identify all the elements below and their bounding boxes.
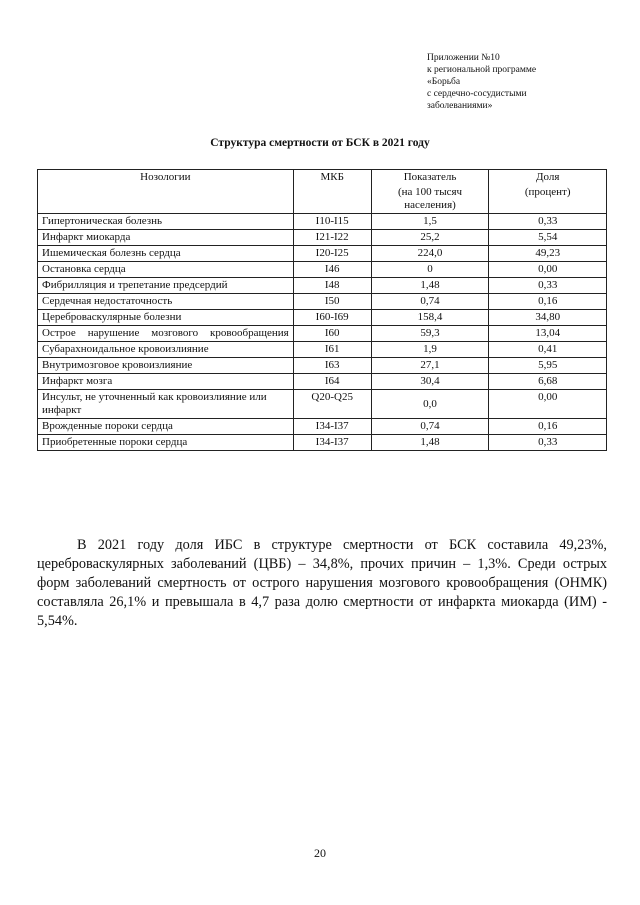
appendix-line: заболеваниями» [427, 101, 493, 111]
row-rate: 1,48 [371, 278, 489, 294]
row-name: Инфаркт миокарда [38, 230, 294, 246]
appendix-note [427, 52, 627, 112]
row-share: 0,33 [489, 278, 607, 294]
row-rate: 1,9 [371, 342, 489, 358]
row-name: Цереброваскулярные болезни [38, 310, 294, 326]
table-row [38, 435, 607, 451]
row-rate: 0,74 [371, 419, 489, 435]
row-name: Субарахноидальное кровоизлияние [38, 342, 294, 358]
row-icd: I63 [293, 358, 371, 374]
row-name: Остановка сердца [38, 262, 294, 278]
table-row [38, 214, 607, 230]
row-name: Ишемическая болезнь сердца [38, 246, 294, 262]
row-icd: I50 [293, 294, 371, 310]
row-rate: 1,5 [371, 214, 489, 230]
row-rate: 0 [371, 262, 489, 278]
appendix-line: «Борьба [427, 77, 461, 87]
row-share: 0,33 [489, 435, 607, 451]
row-share: 5,95 [489, 358, 607, 374]
row-share: 0,41 [489, 342, 607, 358]
row-name: Фибрилляция и трепетание предсердий [38, 278, 294, 294]
row-icd: I60-I69 [293, 310, 371, 326]
table-row [38, 278, 607, 294]
row-icd: I20-I25 [293, 246, 371, 262]
header-share: Доля (процент) [489, 170, 607, 214]
table-row [38, 374, 607, 390]
row-rate: 27,1 [371, 358, 489, 374]
row-icd: I61 [293, 342, 371, 358]
row-icd: I34-I37 [293, 419, 371, 435]
row-share: 5,54 [489, 230, 607, 246]
mortality-structure-table [37, 169, 607, 451]
row-rate: 224,0 [371, 246, 489, 262]
table-row [38, 310, 607, 326]
table-header-row [38, 170, 607, 214]
row-rate: 30,4 [371, 374, 489, 390]
summary-text: В 2021 году доля ИБС в структуре смертности от БСК составила 49,23%, цереброваскулярных заболеваний (ЦВБ) – 34,8%, прочих причин – 1,3%. Среди острых форм заболеваний смертность от острого нарушения мозгового кровообращения (ОНМК) составляла 26,1% и превышала в 4,7 раза долю смертности от инфаркта миокарда (ИМ) - 5,54%. [37, 537, 607, 629]
row-share: 0,16 [489, 294, 607, 310]
row-rate: 0,74 [371, 294, 489, 310]
row-rate: 25,2 [371, 230, 489, 246]
table-row [38, 262, 607, 278]
row-share: 0,00 [489, 262, 607, 278]
row-share: 0,33 [489, 214, 607, 230]
row-rate: 0,0 [371, 390, 489, 419]
row-name: Острое нарушение мозгового кровообращения [38, 326, 294, 342]
row-icd: I21-I22 [293, 230, 371, 246]
summary-paragraph [37, 536, 607, 631]
row-name: Инсульт, не уточненный как кровоизлияние или инфаркт [38, 390, 294, 419]
row-name: Врожденные пороки сердца [38, 419, 294, 435]
row-icd: I64 [293, 374, 371, 390]
row-icd: I10-I15 [293, 214, 371, 230]
row-share: 0,00 [489, 390, 607, 419]
row-rate: 158,4 [371, 310, 489, 326]
table-title: Структура смертности от БСК в 2021 году [210, 137, 430, 149]
header-nosology: Нозологии [38, 170, 294, 214]
row-icd: I60 [293, 326, 371, 342]
row-name: Сердечная недостаточность [38, 294, 294, 310]
header-rate-sub: (на 100 тысяч населения) [397, 186, 463, 211]
table-row [38, 294, 607, 310]
page-number: 20 [314, 846, 326, 860]
appendix-line: Приложении №10 [427, 53, 500, 63]
row-icd: I46 [293, 262, 371, 278]
row-share: 13,04 [489, 326, 607, 342]
table-row [38, 419, 607, 435]
header-rate: Показатель (на 100 тысяч населения) [371, 170, 489, 214]
row-rate: 59,3 [371, 326, 489, 342]
table-row [38, 246, 607, 262]
appendix-line: к региональной программе [427, 65, 537, 75]
row-icd: I48 [293, 278, 371, 294]
row-name: Инфаркт мозга [38, 374, 294, 390]
table-row [38, 230, 607, 246]
header-icd: МКБ [293, 170, 371, 214]
table-row [38, 326, 607, 342]
row-name: Внутримозговое кровоизлияние [38, 358, 294, 374]
row-share: 6,68 [489, 374, 607, 390]
table-row [38, 358, 607, 374]
row-rate: 1,48 [371, 435, 489, 451]
row-share: 34,80 [489, 310, 607, 326]
row-share: 49,23 [489, 246, 607, 262]
row-name: Приобретенные пороки сердца [38, 435, 294, 451]
row-share: 0,16 [489, 419, 607, 435]
header-share-sub: (процент) [524, 186, 571, 198]
row-icd: I34-I37 [293, 435, 371, 451]
table-row [38, 390, 607, 419]
table-row [38, 342, 607, 358]
appendix-line: с сердечно-сосудистыми [427, 89, 527, 99]
row-name: Гипертоническая болезнь [38, 214, 294, 230]
row-icd: Q20-Q25 [293, 390, 371, 419]
